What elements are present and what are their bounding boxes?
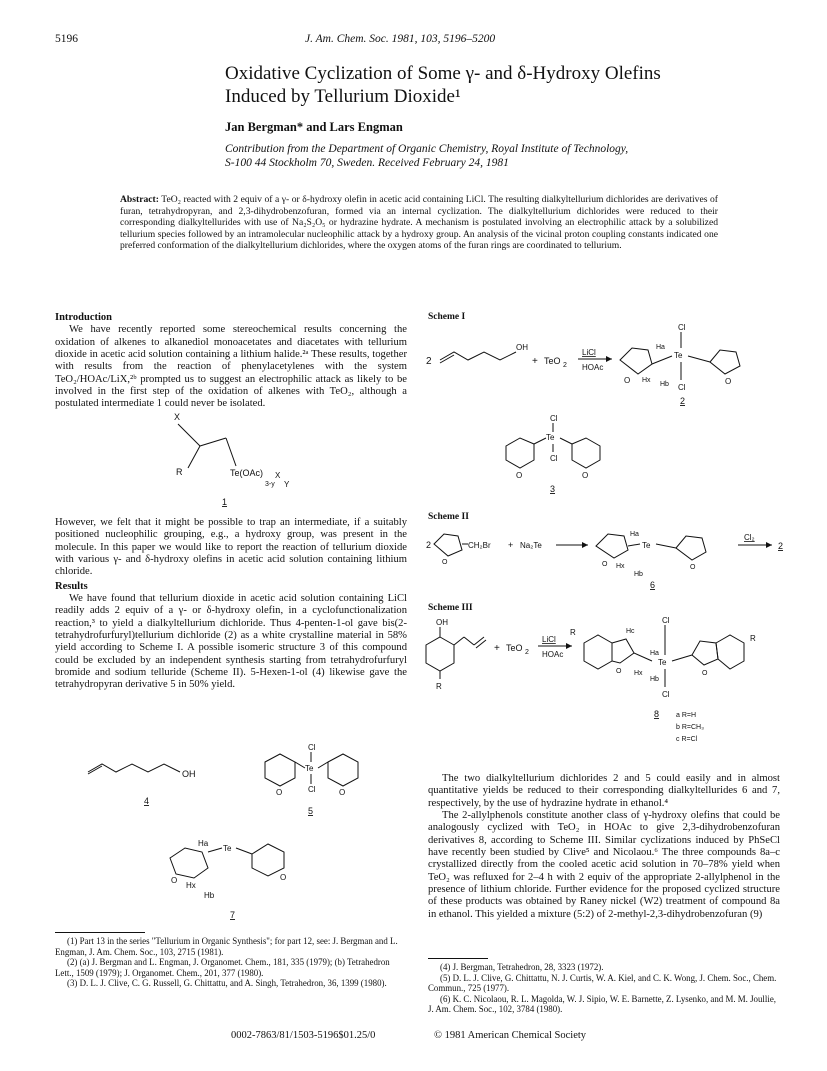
- scheme1-furan-right: [710, 350, 740, 374]
- footnote: (1) Part 13 in the series "Tellurium in Organic Synthesis"; for part 12, see: J. Bergman and L. Engman, J. Am. Chem. Soc., 103, 2715 (1981).: [55, 936, 398, 957]
- scheme1-cl-bottom: Cl: [678, 383, 686, 392]
- left-column-top: [55, 312, 407, 411]
- struct7-hb-label: Hb: [204, 891, 215, 900]
- scheme1-te: Te: [674, 351, 683, 360]
- scheme1-3-te: Te: [546, 433, 555, 442]
- scheme1-hx: Hx: [642, 377, 651, 384]
- struct4-chain: [88, 764, 180, 772]
- scheme1-hoac: HOAc: [582, 363, 604, 372]
- struct1-sub-label: 3-y: [265, 481, 275, 488]
- compound-number-2: 2: [680, 396, 686, 406]
- compound-number-8: 8: [654, 709, 660, 719]
- scheme1-o-left: O: [624, 376, 631, 385]
- struct1-bond: [178, 424, 200, 446]
- compound-number-5: 5: [308, 806, 314, 816]
- footnotes-right: [428, 962, 780, 1015]
- compound-number-4: 4: [144, 796, 150, 806]
- scheme1-bond: [534, 438, 546, 444]
- intro-paragraph-2: However, we felt that it might be possible to trap an intermediate, if a suitably positioned nucleophilic grouping, e.g., a hydroxy group, was present in the molecule. In this paper we would like to report the reaction of tellurium dioxide with various γ- and δ-hydroxy olefins in acetic acid solution containing lithium chloride.: [55, 517, 407, 578]
- structures-4-5-figure: [80, 742, 400, 832]
- scheme3-cl-top: Cl: [662, 616, 670, 625]
- title-line-1: Oxidative Cyclization of Some γ- and δ-Hydroxy Olefins: [225, 63, 661, 84]
- scheme-3-label: Scheme III: [428, 603, 473, 613]
- struct5-bond: [295, 762, 305, 768]
- copyright: © 1981 American Chemical Society: [434, 1030, 587, 1041]
- compound-number-3: 3: [550, 484, 556, 494]
- scheme3-hx: Hx: [634, 670, 643, 677]
- struct4-double-bond: [88, 766, 102, 774]
- scheme3-benzene-left: [584, 635, 612, 669]
- body-paragraph-2: The 2-allylphenols constitute another class of γ-hydroxy olefins that could be analogously cyclized with TeO₂ in HOAc to give 2,3-dihydrobenzofuran derivatives 8, according to Scheme III. Similar cyclizations induced by PhSeCl have recently been studied by Clive⁵ and Nicolaou.⁶ The three compounds 8a–c crystallized directly from the cooled acetic acid solution in 70–78% yield when TeO₂ was refluxed for 2–4 h with 2 equiv of the appropriate 2-allylphenol in the presence of lithium chloride. Further evidence for the proposed cyclized structure of these products was obtained by Raney nickel (W2) treatment of compound 8a in ethanol. This yielded a mixture (5:2) of 2-methyl-2,3-dihydrobenzofuran (9): [428, 810, 780, 920]
- scheme-2-figure: [420, 524, 800, 594]
- footnote-rule-right: [428, 958, 488, 959]
- scheme2-hb: Hb: [634, 571, 643, 578]
- abstract-label: Abstract:: [120, 194, 159, 205]
- structure-7-figure: [160, 830, 330, 925]
- left-column-middle: [55, 517, 407, 692]
- scheme1-3-o-left: O: [516, 471, 523, 480]
- scheme1-3-o-right: O: [582, 471, 589, 480]
- struct5-cl-bottom: Cl: [308, 785, 316, 794]
- struct4-oh-label: OH: [182, 769, 196, 779]
- page-number: 5196: [55, 33, 78, 45]
- struct7-ring-right: [252, 844, 284, 876]
- struct7-hx-label: Hx: [186, 881, 196, 890]
- abstract-text: TeO₂ reacted with 2 equiv of a γ- or δ-hydroxy olefin in acetic acid containing LiCl. The resulting dialkyltellurium dichlorides are derivatives of furan, tetrahydropyran, and 2,3-dihydrobenzofuran, formed via an internal cyclization. The dialkyltellurium dichlorides were reduced to their corresponding dialkyltellurides with use of Na₂S₂O₅ or hydrazine hydrate. A mechanism is postulated involving an electrophilic attack by a solubilized tellurium species followed by an intramolecular nucleophilic attack by a hydroxy group. An analysis of the vicinal proton coupling constants indicated one preferred conformation of the dialkyltellurium dichlorides, where the oxygen atoms of the furan rings are coordinated to tellurium.: [120, 194, 718, 252]
- scheme2-arrowhead-2: [766, 542, 772, 548]
- scheme3-teo2-sub: 2: [525, 649, 529, 656]
- scheme2-plus: +: [508, 540, 514, 550]
- scheme3-o-right: O: [702, 670, 708, 677]
- scheme1-coefficient: 2: [426, 356, 432, 367]
- struct5-cl-top: Cl: [308, 743, 316, 752]
- compound-number-6: 6: [650, 580, 656, 590]
- scheme3-r-right: R: [750, 634, 756, 643]
- scheme1-bond: [688, 356, 710, 362]
- affiliation: [225, 142, 785, 170]
- scheme3-te: Te: [658, 658, 667, 667]
- title-line-2: Induced by Tellurium Dioxide¹: [225, 86, 461, 107]
- scheme3-o-left: O: [616, 668, 622, 675]
- footnote-rule-left: [55, 932, 145, 933]
- footnote: (4) J. Bergman, Tetrahedron, 28, 3323 (1972).: [440, 962, 604, 972]
- struct1-bond: [226, 438, 236, 466]
- struct7-bond: [236, 848, 252, 854]
- scheme2-furan-right: [676, 536, 706, 560]
- scheme1-oh-label: OH: [516, 343, 528, 352]
- scheme3-benzene-start: [426, 637, 454, 671]
- scheme3-arrowhead: [566, 643, 572, 649]
- structure-1-figure: [160, 408, 330, 508]
- affiliation-line-1: Contribution from the Department of Organic Chemistry, Royal Institute of Technology,: [225, 143, 629, 155]
- scheme1-bond: [652, 356, 672, 364]
- footnotes-left: [55, 936, 407, 989]
- results-paragraph-1: We have found that tellurium dioxide in acetic acid solution containing LiCl readily adds 2 equiv of a γ- or δ-hydroxy olefin, in a cyclofunctionalization reaction,³ to yield a dialkyltellurium dichloride. Thus 4-penten-1-ol gave bis(2-tetrahydrofurfuryl)tellurium dichloride (2) as a white crystalline material in 58% yield according to Scheme I. A possible isomeric structure 3 of this compound could be excluded by an independent synthesis starting from tetrahydrofurfuryl bromide and sodium telluride (Scheme II). 5-Hexen-1-ol (4) likewise gave the tetrahydropyran derivative 5 in 50% yield.: [55, 593, 407, 691]
- scheme1-3-cl-bottom: Cl: [550, 454, 558, 463]
- right-column-body: [428, 773, 780, 921]
- scheme-1-figure: [420, 322, 800, 497]
- scheme3-double-bond: [476, 640, 486, 648]
- scheme3-dihydrofuran-left: [612, 639, 634, 663]
- struct1-bond: [188, 446, 200, 468]
- struct7-ring-left: [170, 848, 208, 878]
- footnote: (3) D. L. J. Clive, C. G. Russell, G. Chittattu, and A. Singh, Tetrahedron, 36, 1399 (1980).: [67, 978, 387, 989]
- scheme3-ha: Ha: [650, 650, 659, 657]
- struct1-x2-label: X: [275, 471, 281, 480]
- scheme2-o-left: O: [602, 561, 608, 568]
- struct1-x-label: X: [174, 412, 181, 422]
- scheme3-teo2: TeO: [506, 643, 523, 653]
- scheme3-oh: OH: [436, 618, 448, 627]
- struct1-y-label: Y: [284, 480, 290, 489]
- scheme-1-label: Scheme I: [428, 312, 466, 322]
- scheme1-ha: Ha: [656, 344, 665, 351]
- body-paragraph-1: The two dialkyltellurium dichlorides 2 and 5 could easily and in almost quantitative yields be reduced to their corresponding dialkyltellurides 6 and 7, respectively, by the use of hydrazine hydrate in ethanol.⁴: [428, 773, 780, 809]
- footnote: (2) (a) J. Bergman and L. Engman, J. Organomet. Chem., 181, 335 (1979); (b) Tetrahedron Lett., 1509 (1979); J. Organomet. Chem., 201, 377 (1980).: [55, 957, 390, 978]
- scheme1-teo2: TeO: [544, 356, 561, 366]
- scheme1-arrowhead: [606, 356, 612, 362]
- scheme3-variant-b: b R=CH₃: [676, 724, 704, 731]
- scheme2-ha: Ha: [630, 531, 639, 538]
- scheme2-arrowhead: [582, 542, 588, 548]
- results-heading: Results: [55, 580, 88, 592]
- scheme2-target: 2: [778, 541, 784, 551]
- struct1-r-label: R: [176, 467, 183, 477]
- scheme2-furan-left: [596, 534, 628, 558]
- scheme3-bond: [454, 637, 464, 645]
- article-title: [225, 62, 785, 108]
- struct5-o-right: O: [339, 788, 346, 797]
- struct5-te-label: Te: [305, 764, 314, 773]
- scheme2-o-right: O: [690, 564, 696, 571]
- scheme3-r-start: R: [436, 682, 442, 691]
- scheme3-bond: [464, 637, 474, 645]
- footnote: (5) D. L. J. Clive, G. Chittattu, N. J. Curtis, W. A. Kiel, and C. K. Wong, J. Chem. Soc., Chem. Commun., 725 (1977).: [428, 972, 777, 994]
- scheme2-na2te: Na₂Te: [520, 541, 542, 550]
- scheme3-bond: [474, 637, 484, 645]
- scheme1-3-ring-left: [506, 438, 534, 468]
- scheme2-hx: Hx: [616, 563, 625, 570]
- scheme3-bond: [672, 655, 692, 661]
- compound-number-1: 1: [222, 497, 228, 507]
- scheme2-furan-start: [434, 534, 462, 556]
- compound-number-7: 7: [230, 910, 236, 920]
- authors: Jan Bergman* and Lars Engman: [225, 120, 403, 134]
- scheme3-cl-bottom: Cl: [662, 690, 670, 699]
- scheme3-hc: Hc: [626, 628, 635, 635]
- journal-citation: J. Am. Chem. Soc. 1981, 103, 5196–5200: [305, 33, 496, 45]
- article-code: 0002-7863/81/1503-5196$01.25/0: [231, 1030, 376, 1041]
- scheme3-dihydrofuran-right: [692, 641, 718, 665]
- scheme1-hb: Hb: [660, 381, 669, 388]
- struct7-o-left: O: [171, 876, 178, 885]
- scheme-3-figure: [420, 613, 800, 763]
- scheme3-r-left: R: [570, 628, 576, 637]
- scheme1-o-right: O: [725, 377, 732, 386]
- introduction-heading: Introduction: [55, 312, 112, 323]
- scheme1-cl-top: Cl: [678, 323, 686, 332]
- struct1-te-label: Te(OAc): [230, 468, 264, 478]
- struct5-o-left: O: [276, 788, 283, 797]
- scheme1-furan-left: [620, 348, 652, 374]
- scheme2-bond: [628, 544, 640, 546]
- struct1-bond: [200, 438, 226, 446]
- affiliation-line-2: S-100 44 Stockholm 70, Sweden. Received February 24, 1981: [225, 157, 509, 169]
- scheme3-variant-c: c R=Cl: [676, 736, 698, 743]
- scheme1-3-ring-right: [572, 438, 600, 468]
- struct5-bond: [318, 762, 328, 768]
- intro-paragraph-1: We have recently reported some stereochemical results concerning the oxidation of alkenes to alkanediol monoacetates and diacetates with tellurium dioxide in acetic acid solution containing a lithium halide.²ᵃ These results, together with results from the reaction of phenylacetylenes with the system TeO₂/HOAc/LiX,²ᵇ prompted us to suggest an electrophilic attack as likely to be involved in the first step of the oxidation of alkenes with TeO₂, although a postulated intermediate 1 could never be isolated.: [55, 324, 407, 410]
- scheme2-coefficient: 2: [426, 540, 432, 550]
- struct5-ring-left: [265, 754, 295, 786]
- scheme2-te: Te: [642, 541, 651, 550]
- struct7-ha-label: Ha: [198, 839, 209, 848]
- scheme1-teo2-sub: 2: [563, 362, 567, 369]
- scheme1-bond: [560, 438, 572, 444]
- scheme2-o-start: O: [442, 559, 448, 566]
- struct7-o-right: O: [280, 873, 287, 882]
- struct7-bond: [208, 848, 222, 852]
- abstract: [120, 194, 718, 252]
- scheme3-benzene-right: [716, 635, 744, 669]
- scheme3-plus: +: [494, 643, 500, 654]
- scheme1-3-cl-top: Cl: [550, 414, 558, 423]
- scheme2-ch2br: CH₂Br: [468, 541, 491, 550]
- scheme3-licl: LiCl: [542, 635, 556, 644]
- scheme1-plus: +: [532, 356, 538, 367]
- scheme3-hoac: HOAc: [542, 650, 564, 659]
- scheme1-licl: LiCl: [582, 348, 596, 357]
- footnote: (6) K. C. Nicolaou, R. L. Magolda, W. J. Sipio, W. E. Barnette, Z. Lysenko, and M. M. Joullie, J. Am. Chem. Soc., 102, 3784 (1980).: [428, 993, 776, 1015]
- scheme-2-label: Scheme II: [428, 512, 469, 522]
- struct7-te-label: Te: [223, 844, 232, 853]
- scheme2-bond: [656, 544, 676, 548]
- scheme2-cl2: Cl₂: [744, 533, 755, 542]
- struct5-ring-right: [328, 754, 358, 786]
- scheme3-hb: Hb: [650, 676, 659, 683]
- scheme3-variant-a: a R=H: [676, 712, 697, 719]
